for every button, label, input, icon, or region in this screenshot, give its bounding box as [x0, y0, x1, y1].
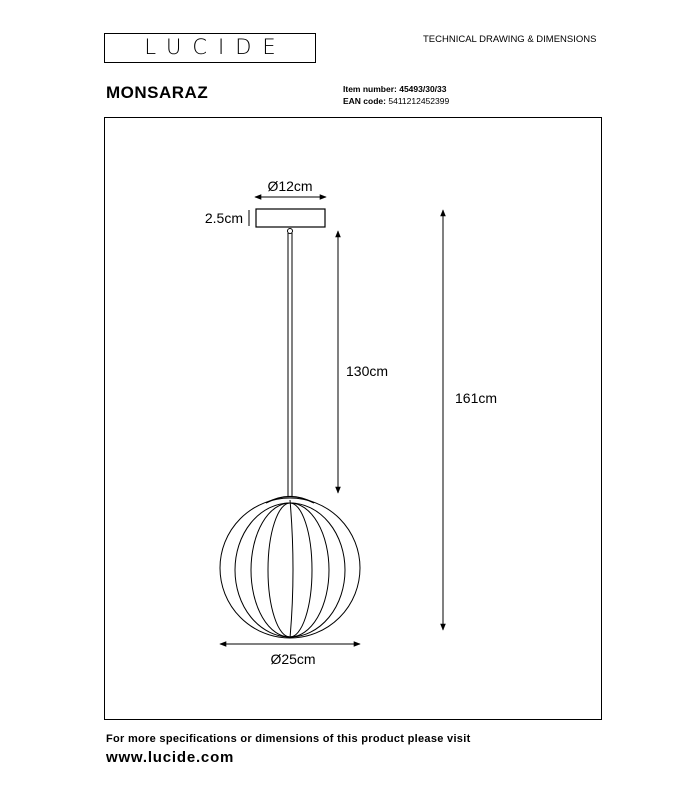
ean-label: EAN code:: [343, 96, 386, 106]
logo-text: LUCIDE: [144, 35, 287, 59]
cable-length-label: 130cm: [346, 363, 389, 379]
footer-info-text: For more specifications or dimensions of this product please visit: [106, 733, 471, 745]
document-type: TECHNICAL DRAWING & DIMENSIONS: [423, 34, 597, 45]
canopy-screw: [288, 229, 293, 234]
ean-value: 5411212452399: [388, 96, 450, 106]
canopy-height-label: 2.5cm: [204, 210, 243, 226]
canopy-diameter-label: Ø12cm: [267, 178, 313, 194]
globe-shade: [220, 497, 360, 639]
item-number-value: 45493/30/33: [399, 84, 447, 94]
ceiling-canopy: [256, 209, 325, 227]
product-name: MONSARAZ: [106, 83, 209, 102]
footer-website-link[interactable]: www.lucide.com: [106, 749, 235, 766]
item-number-label: Item number:: [343, 84, 397, 94]
shade-diameter-label: Ø25cm: [270, 651, 316, 667]
total-height-label: 161cm: [455, 390, 498, 406]
